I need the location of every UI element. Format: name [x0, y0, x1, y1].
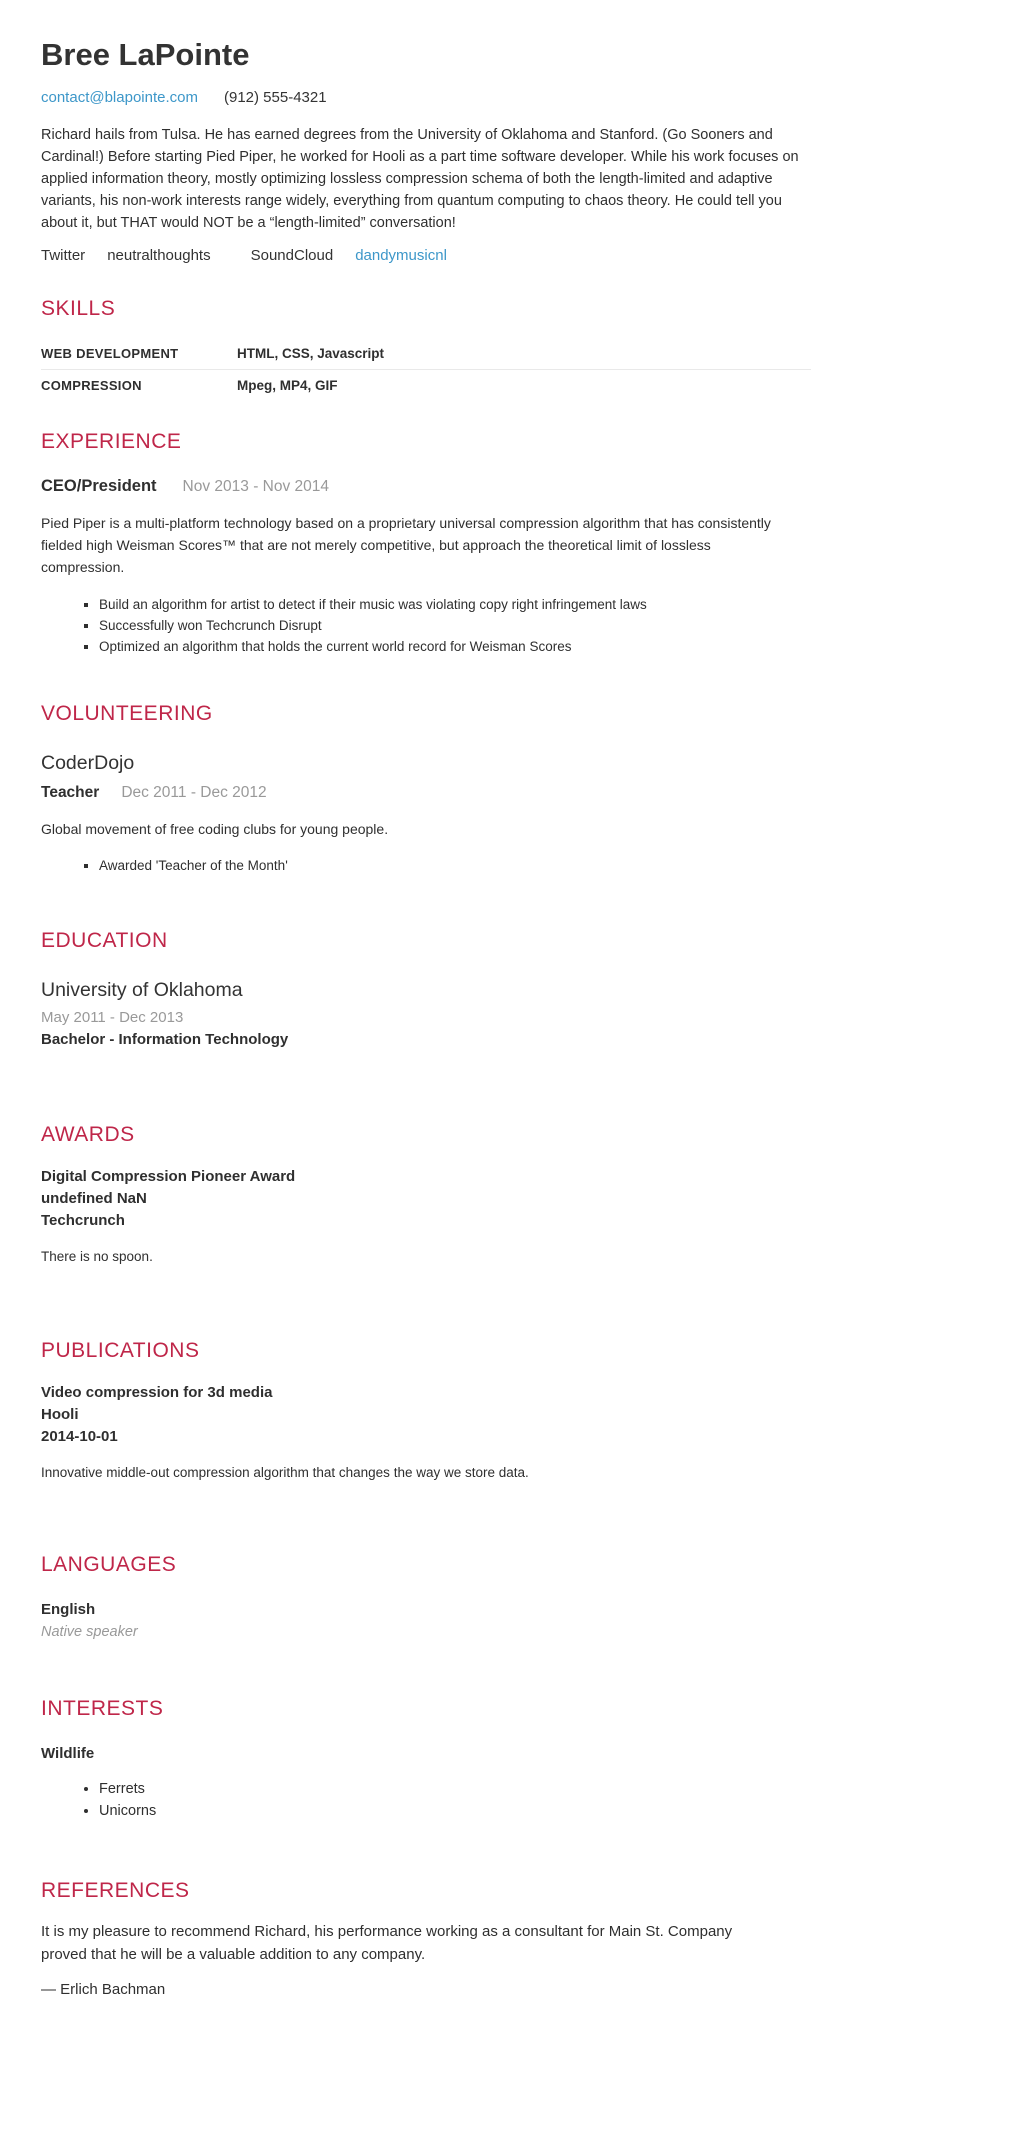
education-dates: May 2011 - Dec 2013: [41, 1009, 184, 1026]
interest-keyword: • Ferrets: [99, 1778, 944, 1800]
awards-section: [41, 1122, 944, 1266]
interest-name: Wildlife: [41, 1745, 95, 1762]
references-heading: REFERENCES: [41, 1879, 190, 1902]
award-summary: There is no spoon.: [41, 1249, 153, 1264]
languages-heading: LANGUAGES: [41, 1553, 177, 1576]
publication-date: 2014-10-01: [41, 1428, 118, 1445]
award-title: Digital Compression Pioneer Award: [41, 1168, 296, 1185]
language-name: English: [41, 1601, 96, 1618]
publication-publisher: Hooli: [41, 1406, 79, 1423]
language-fluency: Native speaker: [41, 1624, 138, 1640]
publication-title: Video compression for 3d media: [41, 1384, 273, 1401]
skills-table: [41, 338, 811, 401]
phone-number: (912) 555-4321: [223, 89, 327, 106]
languages-section: [41, 1552, 944, 1642]
volunteer-role: Teacher: [41, 784, 100, 801]
job-highlights-list: [41, 594, 944, 657]
publication-details: [41, 1382, 944, 1448]
job-dates: Nov 2013 - Nov 2014: [182, 478, 330, 495]
volunteer-role-line: [41, 783, 944, 803]
experience-heading: EXPERIENCE: [41, 430, 182, 453]
interests-section: [41, 1696, 944, 1822]
social-network-twitter: Twitter: [41, 247, 86, 264]
volunteering-section: [41, 701, 944, 876]
interest-keyword: • Unicorns: [99, 1800, 944, 1822]
resume-header: [41, 36, 944, 266]
publications-heading: PUBLICATIONS: [41, 1339, 200, 1362]
volunteer-highlights-list: [41, 855, 944, 876]
experience-section: [41, 429, 944, 657]
contact-row: [41, 88, 944, 108]
volunteer-dates: Dec 2011 - Dec 2012: [121, 784, 267, 801]
bio-paragraph: Richard hails from Tulsa. He has earned degrees from the University of Oklahoma and Stanford. (Go Sooners and Cardinal!) Before starting Pied Piper, he worked for Hooli as a part time software developer. While his work focuses on applied information theory, mostly optimizing lossless compression schema of both the length-limited and adaptive variants, his non-work interests range widely, everything from quantum computing to chaos theory. He could tell you about it, but THAT would NOT be a “length-limited” conversation!: [41, 127, 799, 231]
skill-category-label: WEB DEVELOPMENT: [41, 346, 179, 361]
social-network-soundcloud: SoundCloud: [250, 247, 334, 264]
volunteer-organization: CoderDojo: [41, 752, 135, 774]
volunteer-summary: Global movement of free coding clubs for young people.: [41, 821, 389, 837]
education-heading: EDUCATION: [41, 929, 168, 952]
award-date: undefined NaN: [41, 1190, 147, 1207]
awards-heading: AWARDS: [41, 1123, 135, 1146]
skills-heading: SKILLS: [41, 297, 116, 320]
highlight-item: ▪ Successfully won Techcrunch Disrupt: [99, 615, 944, 636]
interests-heading: INTERESTS: [41, 1697, 164, 1720]
social-username-twitter: neutralthoughts: [107, 247, 211, 264]
highlight-item: ▪ Awarded 'Teacher of the Month': [99, 855, 944, 876]
skill-keywords: HTML, CSS, Javascript: [237, 346, 385, 361]
skill-row: [41, 370, 811, 401]
reference-signature: — Erlich Bachman: [41, 1981, 166, 1998]
skill-row: [41, 338, 811, 370]
publications-section: [41, 1338, 944, 1482]
highlight-item: ▪ Optimized an algorithm that holds the current world record for Weisman Scores: [99, 636, 944, 657]
email-link[interactable]: contact@blapointe.com: [41, 89, 198, 106]
skill-keywords: Mpeg, MP4, GIF: [237, 378, 338, 393]
job-summary: Pied Piper is a multi-platform technology based on a proprietary universal compression algorithm that has consistently fielded high Weisman Scores™ that are not merely competitive, but approach the theoretical limit of lossless compression.: [41, 515, 771, 575]
skills-section: [41, 296, 944, 401]
award-awarder: Techcrunch: [41, 1212, 125, 1229]
job-title: CEO/President: [41, 477, 157, 495]
education-section: [41, 928, 944, 1050]
publication-summary: Innovative middle-out compression algorithm that changes the way we store data.: [41, 1465, 529, 1480]
skill-category-label: COMPRESSION: [41, 378, 142, 393]
school-name: University of Oklahoma: [41, 979, 243, 1001]
references-section: [41, 1878, 944, 2000]
highlight-item: ▪ Build an algorithm for artist to detect if their music was violating copy right infringement laws: [99, 594, 944, 615]
interest-keywords-list: [41, 1778, 944, 1822]
award-details: [41, 1166, 944, 1232]
reference-text: It is my pleasure to recommend Richard, his performance working as a consultant for Main St. Company proved that he will be a valuable addition to any company.: [41, 1923, 733, 1963]
volunteering-heading: VOLUNTEERING: [41, 702, 213, 725]
social-row: [41, 246, 944, 266]
education-degree: Bachelor - Information Technology: [41, 1031, 289, 1048]
candidate-name: Bree LaPointe: [41, 37, 250, 72]
social-username-soundcloud-link[interactable]: dandymusicnl: [355, 247, 447, 264]
job-header: [41, 475, 944, 498]
